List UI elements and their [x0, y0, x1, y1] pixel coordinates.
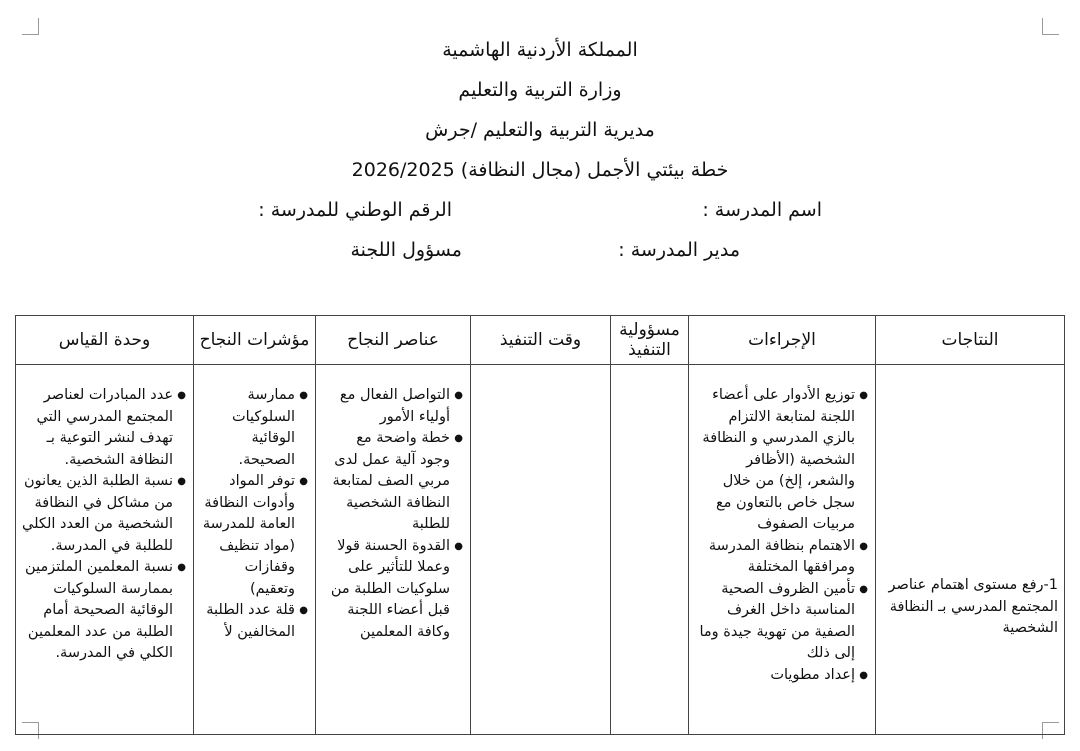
list-item: ● ممارسة السلوكيات الوقائية الصحيحة. [200, 385, 295, 471]
committee-label: مسؤول اللجنة [350, 239, 462, 261]
school-name-label: اسم المدرسة : [702, 199, 822, 221]
header-procedures: الإجراءات [689, 316, 876, 365]
table-row [16, 365, 1065, 735]
document-header [0, 30, 1080, 270]
success-elements-cell [316, 365, 471, 735]
staff-info-row [0, 230, 1080, 270]
header-success-elements: عناصر النجاح [316, 316, 471, 365]
header-measure-unit: وحدة القياس [16, 316, 194, 365]
list-item: ● خطة واضحة مع وجود آلية عمل لدى مربي الصف لمتابعة النظافة الشخصية للطلبة [322, 428, 450, 536]
header-time: وقت التنفيذ [471, 316, 611, 365]
outcome-text: 1-رفع مستوى اهتمام عناصر المجتمع المدرسي بـ النظافة الشخصية [888, 577, 1058, 637]
list-item: ● التواصل الفعال مع أولياء الأمور [322, 385, 450, 428]
header-indicators: مؤشرات النجاح [194, 316, 316, 365]
list-item: ● توزيع الأدوار على أعضاء اللجنة لمتابعة الالتزام بالزي المدرسي و النظافة الشخصية (الأظافر والشعر، إلخ) من خلال سجل خاص بالتعاون مع مربيات الصفوف [695, 385, 855, 536]
list-item: ● إعداد مطويات [695, 665, 855, 687]
outcome-cell [876, 365, 1065, 735]
list-item: ● عدد المبادرات لعناصر المجتمع المدرسي التي تهدف لنشر التوعية بـ النظافة الشخصية. [22, 385, 173, 471]
indicators-cell [194, 365, 316, 735]
national-number-label: الرقم الوطني للمدرسة : [258, 199, 452, 221]
responsibility-cell [611, 365, 689, 735]
school-info-row [0, 190, 1080, 230]
list-item: ● تأمين الظروف الصحية المناسبة داخل الغرف الصفية من تهوية جيدة وما إلى ذلك [695, 579, 855, 665]
list-item: ● توفر المواد وأدوات النظافة العامة للمدرسة (مواد تنظيف وقفازات وتعقيم) [200, 471, 295, 600]
list-item: ● نسبة الطلبة الذين يعانون من مشاكل في النظافة الشخصية من العدد الكلي للطلبة في المدرسة. [22, 471, 173, 557]
time-cell [471, 365, 611, 735]
measure-unit-cell [16, 365, 194, 735]
list-item: ● القدوة الحسنة قولا وعملا للتأثير على سلوكيات الطلبة من قبل أعضاء اللجنة وكافة المعلمين [322, 536, 450, 644]
list-item: ● الاهتمام بنظافة المدرسة ومرافقها المختلفة [695, 536, 855, 579]
header-responsibility: مسؤولية التنفيذ [611, 316, 689, 365]
plan-title: خطة بيئتي الأجمل (مجال النظافة) 2026/2025 [351, 159, 729, 181]
list-item: ● نسبة المعلمين الملتزمين بممارسة السلوكيات الوقائية الصحيحة أمام الطلبة من عدد المعلمين الكلي في المدرسة. [22, 557, 173, 665]
plan-table [15, 315, 1065, 735]
procedures-cell [689, 365, 876, 735]
ministry-title: وزارة التربية والتعليم [458, 79, 622, 101]
principal-label: مدير المدرسة : [618, 239, 740, 261]
list-item: ● قلة عدد الطلبة المخالفين لأ [200, 600, 295, 643]
kingdom-title: المملكة الأردنية الهاشمية [442, 39, 638, 61]
directorate-title: مديرية التربية والتعليم /جرش [425, 119, 655, 141]
table-header-row [16, 316, 1065, 365]
header-outcomes: النتاجات [876, 316, 1065, 365]
